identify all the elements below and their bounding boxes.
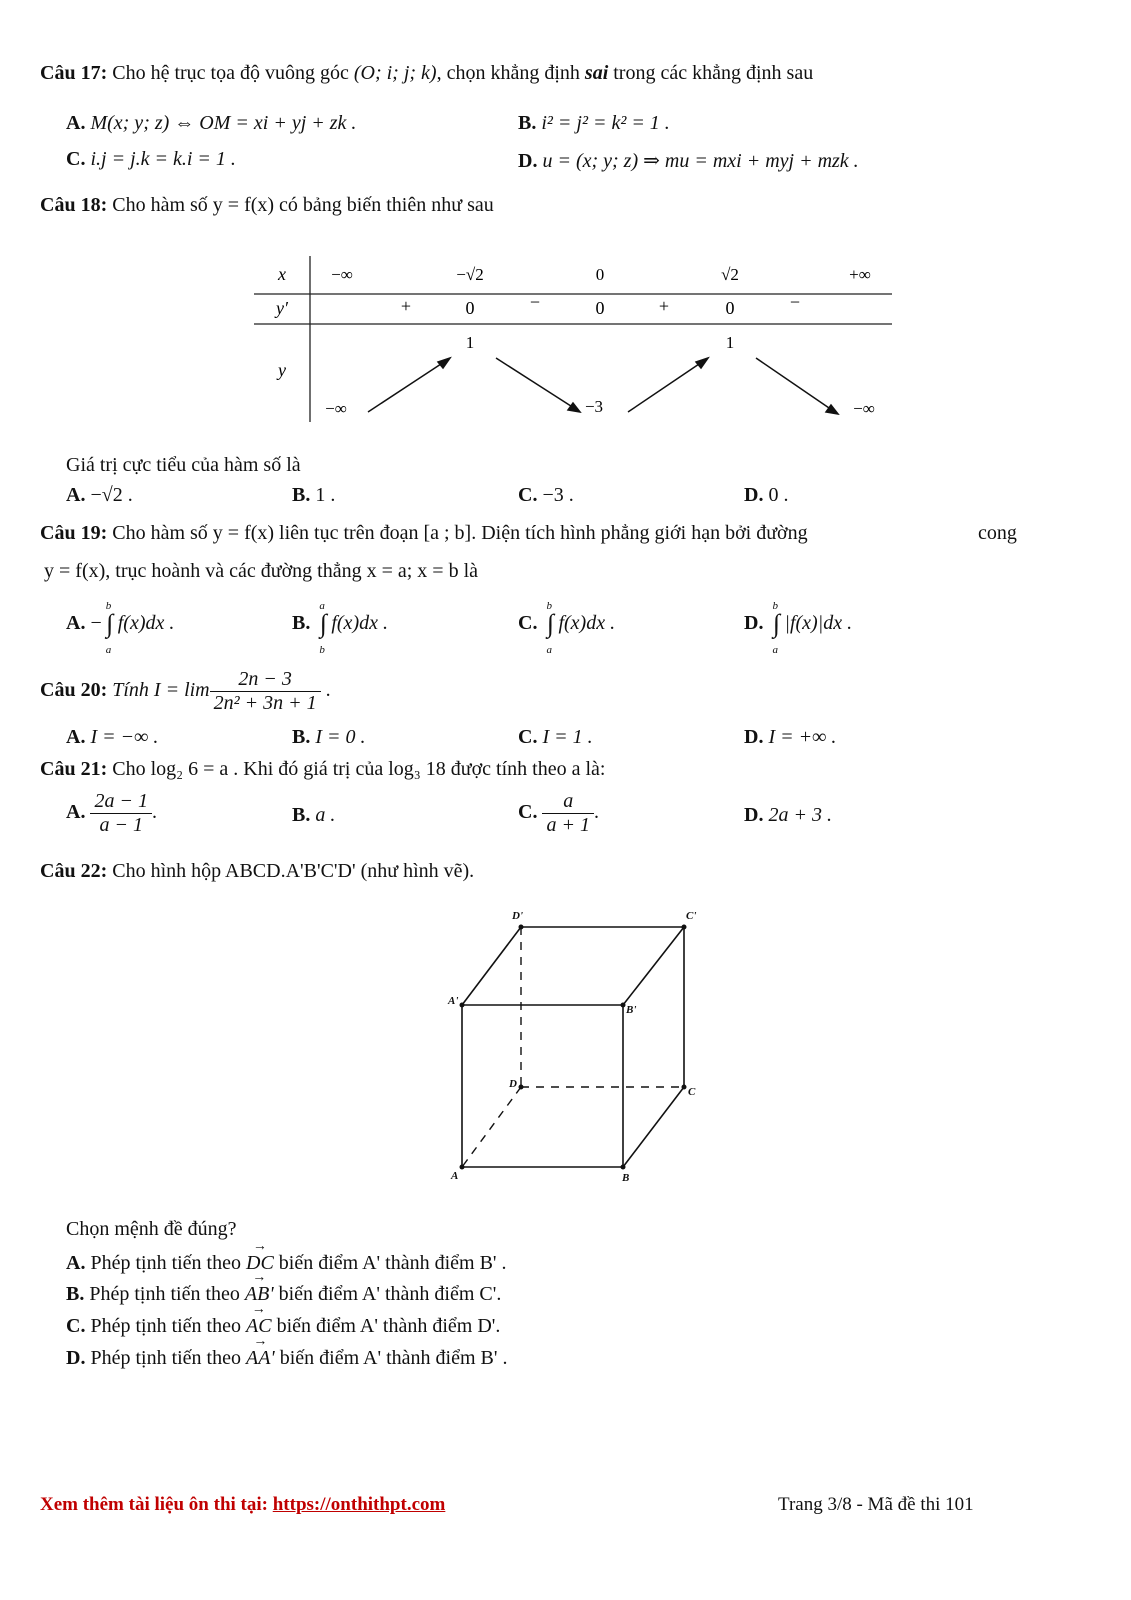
row-x-label: x <box>278 264 286 284</box>
q17-option-d[interactable]: D. u = (x; y; z) ⇒ mu = mxi + myj + mzk . <box>518 150 859 172</box>
q19-stem: Câu 19: Cho hàm số y = f(x) liên tục trên đoạn [a ; b]. Diện tích hình phẳng giới hạn bởi đường <box>40 522 808 544</box>
q22-option-c[interactable]: C. Phép tịnh tiến theo → AC biến điểm A' thành điểm D'. <box>66 1315 500 1338</box>
x-val-4: √2 <box>721 265 739 284</box>
integral-sign: ∫ b a <box>105 600 114 657</box>
row-y-label: y <box>278 360 286 380</box>
q19-option-d[interactable]: D. ∫ b a |f(x)|dx . <box>744 600 853 657</box>
label-C: C <box>688 1086 696 1098</box>
row-yprime-label: y′ <box>276 298 288 318</box>
yp-val-6: 0 <box>725 298 735 318</box>
q19-stem-end: cong <box>978 522 1017 544</box>
integral-sign: ∫ b a <box>772 600 781 657</box>
arrow-up-1 <box>368 362 444 412</box>
q22-prompt: Chọn mệnh đề đúng? <box>66 1218 237 1240</box>
q19-option-a[interactable]: A. − ∫ b a f(x)dx . <box>66 600 175 657</box>
label-B: B <box>622 1172 630 1184</box>
x-val-3: 0 <box>595 265 605 284</box>
label-A1: A' <box>448 995 459 1007</box>
q22-stem: Câu 22: Cho hình hộp ABCD.A'B'C'D' (như hình vẽ). <box>40 860 475 882</box>
label-D: D <box>509 1078 517 1090</box>
y-val-2: 1 <box>465 333 475 352</box>
q20-option-b[interactable]: B. I = 0 . <box>292 726 366 748</box>
page-number: Trang 3/8 - Mã đề thi 101 <box>778 1494 974 1515</box>
q17-option-a[interactable]: A. M(x; y; z) ⇔ OM = xi + yj + zk . <box>66 112 357 134</box>
y-val-4: 1 <box>725 333 735 352</box>
q20-option-a[interactable]: A. I = −∞ . <box>66 726 159 748</box>
x-val-5: +∞ <box>849 265 871 284</box>
yp-val-5: + <box>658 296 670 316</box>
arrow-head-3 <box>696 358 708 368</box>
q19-stem-line2: y = f(x), trục hoành và các đường thẳng x = a; x = b là <box>44 560 479 582</box>
q17-option-c[interactable]: C. i.j = j.k = k.i = 1 . <box>66 148 236 170</box>
q17-emphasis: sai <box>584 62 609 84</box>
q17-label: Câu 17: <box>40 62 108 84</box>
q20-option-c[interactable]: C. I = 1 . <box>518 726 593 748</box>
y-val-3: −3 <box>584 397 604 416</box>
q20-option-d[interactable]: D. I = +∞ . <box>744 726 837 748</box>
yp-val-2: 0 <box>465 298 475 318</box>
q18-stem: Câu 18: Cho hàm số y = f(x) có bảng biến thiên như sau <box>40 194 494 216</box>
yp-val-4: 0 <box>595 298 605 318</box>
footer-link[interactable]: https://onthithpt.com <box>272 1494 446 1515</box>
arrow-head-2 <box>568 403 580 412</box>
q18-option-d[interactable]: D. 0 . <box>744 484 789 506</box>
cuboid-figure <box>440 905 710 1190</box>
label-A: A <box>451 1170 459 1182</box>
integral-sign: ∫ b a <box>546 600 555 657</box>
x-val-1: −∞ <box>331 265 353 284</box>
yp-val-1: + <box>400 296 412 316</box>
yp-val-7: − <box>789 292 801 312</box>
label-B1: B' <box>626 1004 637 1016</box>
q21-stem: Câu 21: Cho log₂ 6 = a . Khi đó giá trị của log₃ 18 được tính theo a là: <box>40 758 606 780</box>
yp-val-3: − <box>529 292 541 312</box>
q18-option-a[interactable]: A. −√2 . <box>66 484 133 506</box>
q20-fraction: $\frac{2n - 3}{\text{2n² + 3n + 1}}$ <box>210 668 321 715</box>
q17-frame: (O; i; j; k) <box>353 62 437 84</box>
q18-option-b[interactable]: B. 1 . <box>292 484 336 506</box>
y-val-1: −∞ <box>325 399 347 418</box>
q18-prompt: Giá trị cực tiểu của hàm số là <box>66 454 301 476</box>
integral-sign: ∫ a b <box>319 600 327 657</box>
q22-option-b[interactable]: B. Phép tịnh tiến theo → AB' biến điểm A' thành điểm C'. <box>66 1283 501 1306</box>
variation-table <box>250 252 900 427</box>
arrow-down-1 <box>496 358 574 408</box>
q17-option-b[interactable]: B. i² = j² = k² = 1 . <box>518 112 670 134</box>
x-val-2: −√2 <box>456 265 484 284</box>
q21-option-a[interactable]: A. $\frac{2a - 1}{a - 1}$ . <box>66 790 157 836</box>
arrow-up-2 <box>628 362 702 412</box>
q22-option-d[interactable]: D. Phép tịnh tiến theo → AA' biến điểm A' thành điểm B' . <box>66 1347 507 1370</box>
q19-option-c[interactable]: C. ∫ b a f(x)dx . <box>518 600 616 657</box>
arrow-head-1 <box>438 358 450 368</box>
q21-option-c[interactable]: C. $\frac{a}{a + 1}$ . <box>518 790 599 836</box>
q21-option-b[interactable]: B. a . <box>292 804 336 826</box>
footer-promo: Xem thêm tài liệu ôn thi tại: https://onthithpt.com <box>40 1494 446 1515</box>
label-D1: D' <box>512 910 523 922</box>
arrow-down-2 <box>756 358 832 410</box>
q22-option-a[interactable]: A. Phép tịnh tiến theo → DC biến điểm A' thành điểm B' . <box>66 1252 507 1275</box>
q18-option-c[interactable]: C. −3 . <box>518 484 574 506</box>
q17-stem: Câu 17: Cho hệ trục tọa độ vuông góc (O; i; j; k), chọn khẳng định sai trong các khẳng định sau <box>40 62 814 84</box>
y-val-5: −∞ <box>853 399 875 418</box>
q19-option-b[interactable]: B. ∫ a b f(x)dx . <box>292 600 388 657</box>
label-C1: C' <box>686 910 697 922</box>
q20-stem: Câu 20: Tính I = lim $\frac{2n - 3}{\text{2n² + 3n + 1}}$ . <box>40 668 331 714</box>
q21-option-d[interactable]: D. 2a + 3 . <box>744 804 832 826</box>
